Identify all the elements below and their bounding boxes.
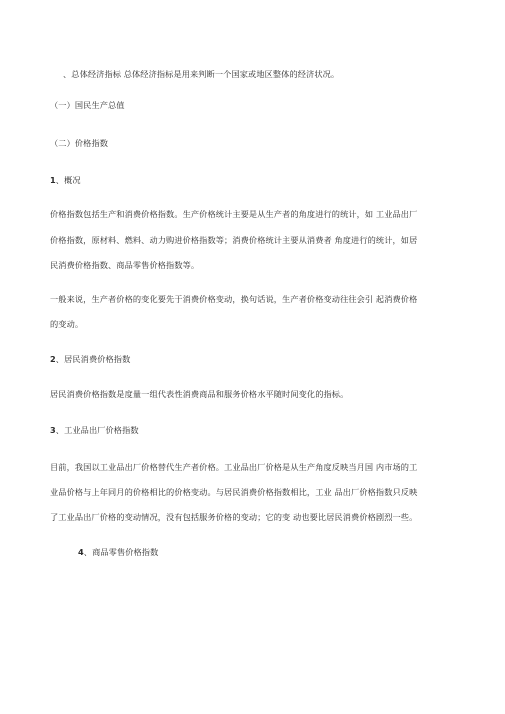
subheading-label: 、居民消费价格指数: [55, 354, 131, 364]
intro-text: 、总体经济指标 总体经济指标是用来判断一个国家或地区整体的经济状况。: [63, 69, 340, 79]
paragraph-line: 业品价格与上年同月的价格相比的价格变动。与居民消费价格指数相比，工业 品出厂价格指数只反映: [50, 487, 418, 497]
paragraph-line: 价格指数，原材料、燃料、动力购进价格指数等；消费价格统计主要从消费者 角度进行的统计，如居: [50, 235, 418, 245]
subheading-number: 3: [50, 425, 56, 435]
paragraph-line: 价格指数包括生产和消费价格指数。生产价格统计主要是从生产者的角度进行的统计，如 工业品出厂: [50, 209, 418, 219]
paragraph-line: 民消费价格指数、商品零售价格指数等。: [50, 260, 200, 270]
subheading-number: 2: [50, 354, 56, 364]
paragraph-line: 居民消费价格指数是度量一组代表性消费商品和服务价格水平随时间变化的指标。: [50, 389, 349, 399]
subheading-label: 、商品零售价格指数: [83, 547, 159, 557]
subheading-retail-price-index: [78, 546, 158, 558]
subheading-overview: [50, 174, 81, 186]
paragraph-line: 了工业品出厂价格的变动情况，没有包括服务价格的变动；它的变 动也要比居民消费价格剧烈一些。: [50, 512, 418, 522]
section-heading-gnp: （一）国民生产总值: [50, 100, 125, 110]
subheading-ppi: [50, 424, 139, 436]
section-heading-price-index: （二）价格指数: [50, 138, 109, 148]
subheading-number: 1: [50, 175, 56, 185]
subheading-label: 、概况: [55, 175, 81, 185]
paragraph-line: 的变动。: [50, 319, 84, 329]
subheading-label: 、工业品出厂价格指数: [55, 425, 139, 435]
paragraph-line: 一般来说，生产者价格的变化要先于消费价格变动，换句话说，生产者价格变动往往会引 起消费价格: [50, 294, 418, 304]
paragraph-line: 目前，我国以工业品出厂价格替代生产者价格。工业品出厂价格是从生产角度反映当月国 内市场的工: [50, 462, 418, 472]
subheading-number: 4: [78, 547, 84, 557]
subheading-cpi: [50, 353, 130, 365]
